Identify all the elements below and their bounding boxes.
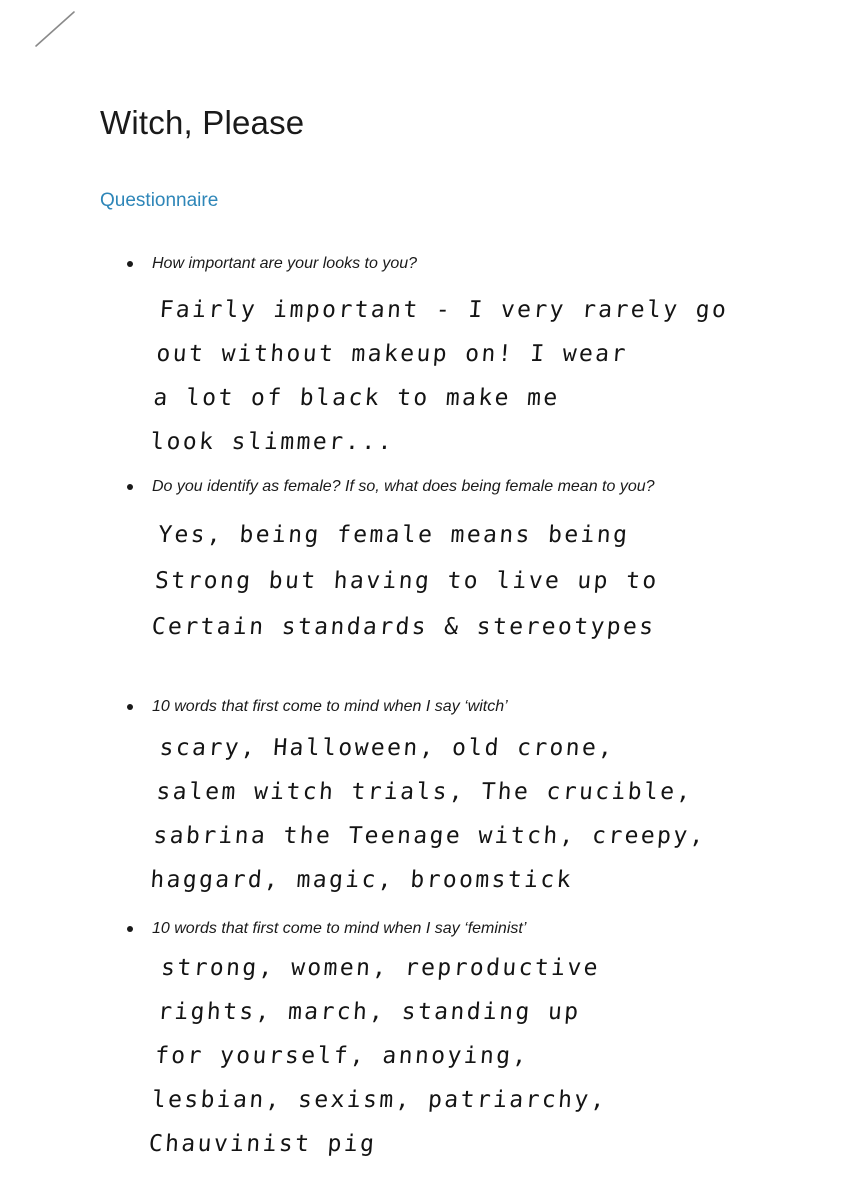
answer-line: a lot of black to make me — [152, 385, 561, 411]
answer-line: lesbian, sexism, patriarchy, — [151, 1087, 608, 1113]
question-text: How important are your looks to you? — [152, 255, 418, 272]
answer-line: look slimmer... — [149, 429, 396, 455]
document-title: Witch, Please — [100, 104, 305, 141]
answer-looks — [149, 288, 730, 464]
answer-line: haggard, magic, broomstick — [149, 867, 574, 893]
bullet-icon — [127, 484, 133, 490]
answer-line: strong, women, reproductive — [160, 955, 601, 981]
answer-witch — [149, 726, 714, 902]
bullet-icon — [127, 261, 133, 267]
question-female — [127, 478, 655, 496]
pen-stroke-mark — [34, 10, 78, 50]
question-looks — [127, 255, 417, 273]
document-subtitle: Questionnaire — [100, 190, 219, 211]
answer-line: for yourself, annoying, — [154, 1043, 530, 1069]
question-text: 10 words that first come to mind when I say ‘witch’ — [152, 698, 508, 715]
answer-line: Yes, being female means being — [157, 522, 631, 548]
answer-line: Strong but having to live up to — [154, 568, 660, 594]
answer-line: out without makeup on! I wear — [155, 341, 629, 367]
bullet-icon — [127, 926, 133, 932]
answer-line: salem witch trials, The crucible, — [155, 779, 694, 805]
answer-line: Certain standards & stereotypes — [150, 614, 657, 640]
bullet-icon — [127, 704, 133, 710]
answer-female — [150, 512, 663, 650]
answer-feminist — [147, 946, 617, 1166]
question-text: Do you identify as female? If so, what does being female mean to you? — [152, 478, 655, 495]
question-feminist — [127, 920, 526, 938]
answer-line: Fairly important - I very rarely go — [158, 297, 730, 323]
answer-line: sabrina the Teenage witch, creepy, — [152, 823, 707, 849]
answer-line: Chauvinist pig — [147, 1131, 378, 1157]
answer-line: rights, march, standing up — [157, 999, 582, 1025]
question-text: 10 words that first come to mind when I say ‘feminist’ — [152, 920, 527, 937]
question-witch — [127, 698, 508, 716]
answer-line: scary, Halloween, old crone, — [158, 735, 616, 761]
